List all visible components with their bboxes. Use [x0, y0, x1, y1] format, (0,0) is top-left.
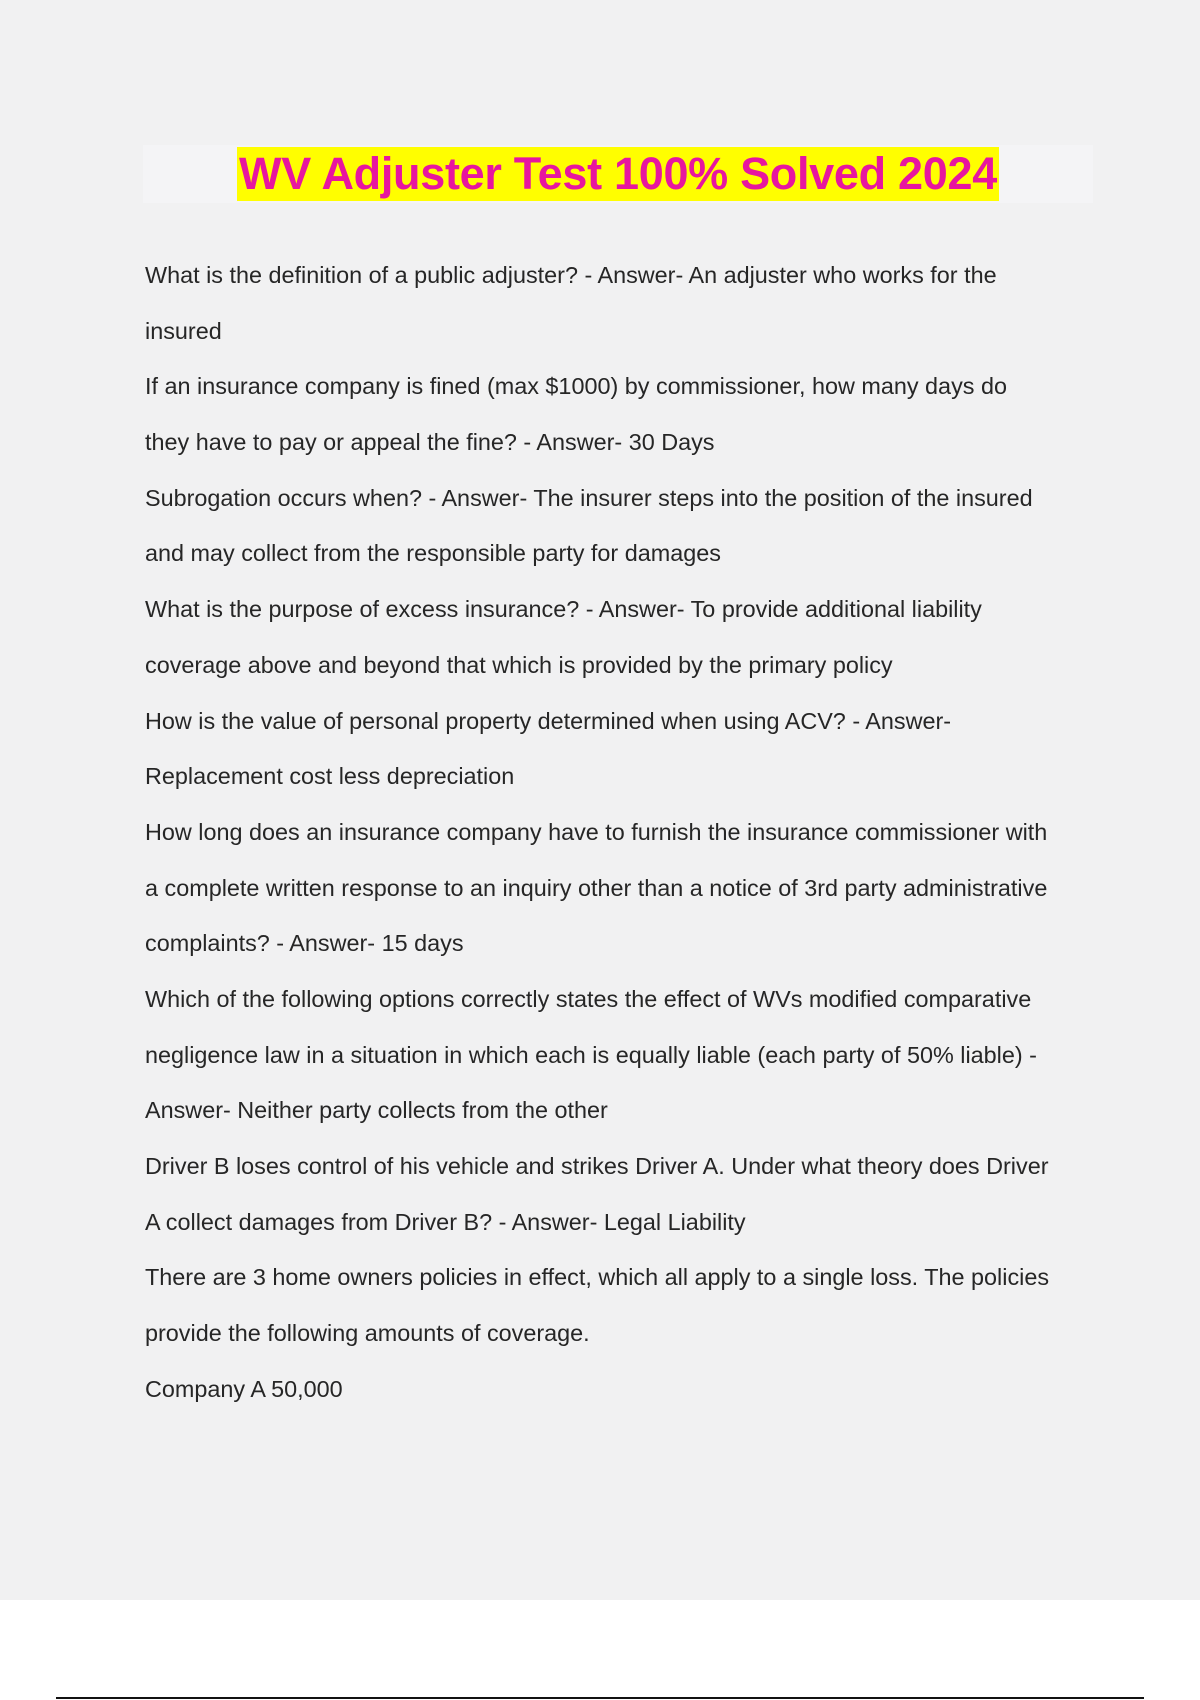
text-line: and may collect from the responsible party for damages — [145, 540, 721, 567]
footer-divider — [56, 1697, 1144, 1699]
text-line: they have to pay or appeal the fine? - Answer- 30 Days — [145, 429, 715, 456]
text-line: Driver B loses control of his vehicle and strikes Driver A. Under what theory does Driver — [145, 1153, 1049, 1179]
text-line: What is the definition of a public adjuster? - Answer- An adjuster who works for the — [145, 262, 997, 288]
title-banner — [143, 145, 1093, 203]
text-line: Replacement cost less depreciation — [145, 763, 515, 790]
document-title: WV Adjuster Test 100% Solved 2024 — [239, 148, 997, 199]
text-line: What is the purpose of excess insurance? - Answer- To provide additional liability — [145, 596, 982, 623]
text-line: Answer- Neither party collects from the other — [145, 1097, 608, 1124]
text-line: a complete written response to an inquiry other than a notice of 3rd party administrative — [145, 874, 1048, 901]
text-line: coverage above and beyond that which is provided by the primary policy — [145, 651, 893, 678]
question-answer-body — [145, 248, 1095, 1417]
text-line: There are 3 home owners policies in effect, which all apply to a single loss. The policies — [145, 1264, 1050, 1291]
text-line: How long does an insurance company have to furnish the insurance commissioner with — [145, 818, 1048, 845]
text-line: Company A 50,000 — [145, 1375, 343, 1402]
text-line: negligence law in a situation in which each is equally liable (each party of 50% liable) - — [145, 1041, 1037, 1068]
text-line: Subrogation occurs when? - Answer- The insurer steps into the position of the insured — [145, 484, 1033, 511]
text-line: If an insurance company is fined (max $1000) by commissioner, how many days do — [145, 373, 1007, 400]
text-line: Which of the following options correctly states the effect of WVs modified comparative — [145, 985, 1032, 1012]
text-line: A collect damages from Driver B? - Answer- Legal Liability — [145, 1208, 746, 1235]
text-line: complaints? - Answer- 15 days — [145, 930, 464, 957]
text-line: insured — [145, 317, 222, 344]
text-line: How is the value of personal property determined when using ACV? - Answer- — [145, 707, 952, 734]
text-line: provide the following amounts of coverage. — [145, 1320, 590, 1347]
